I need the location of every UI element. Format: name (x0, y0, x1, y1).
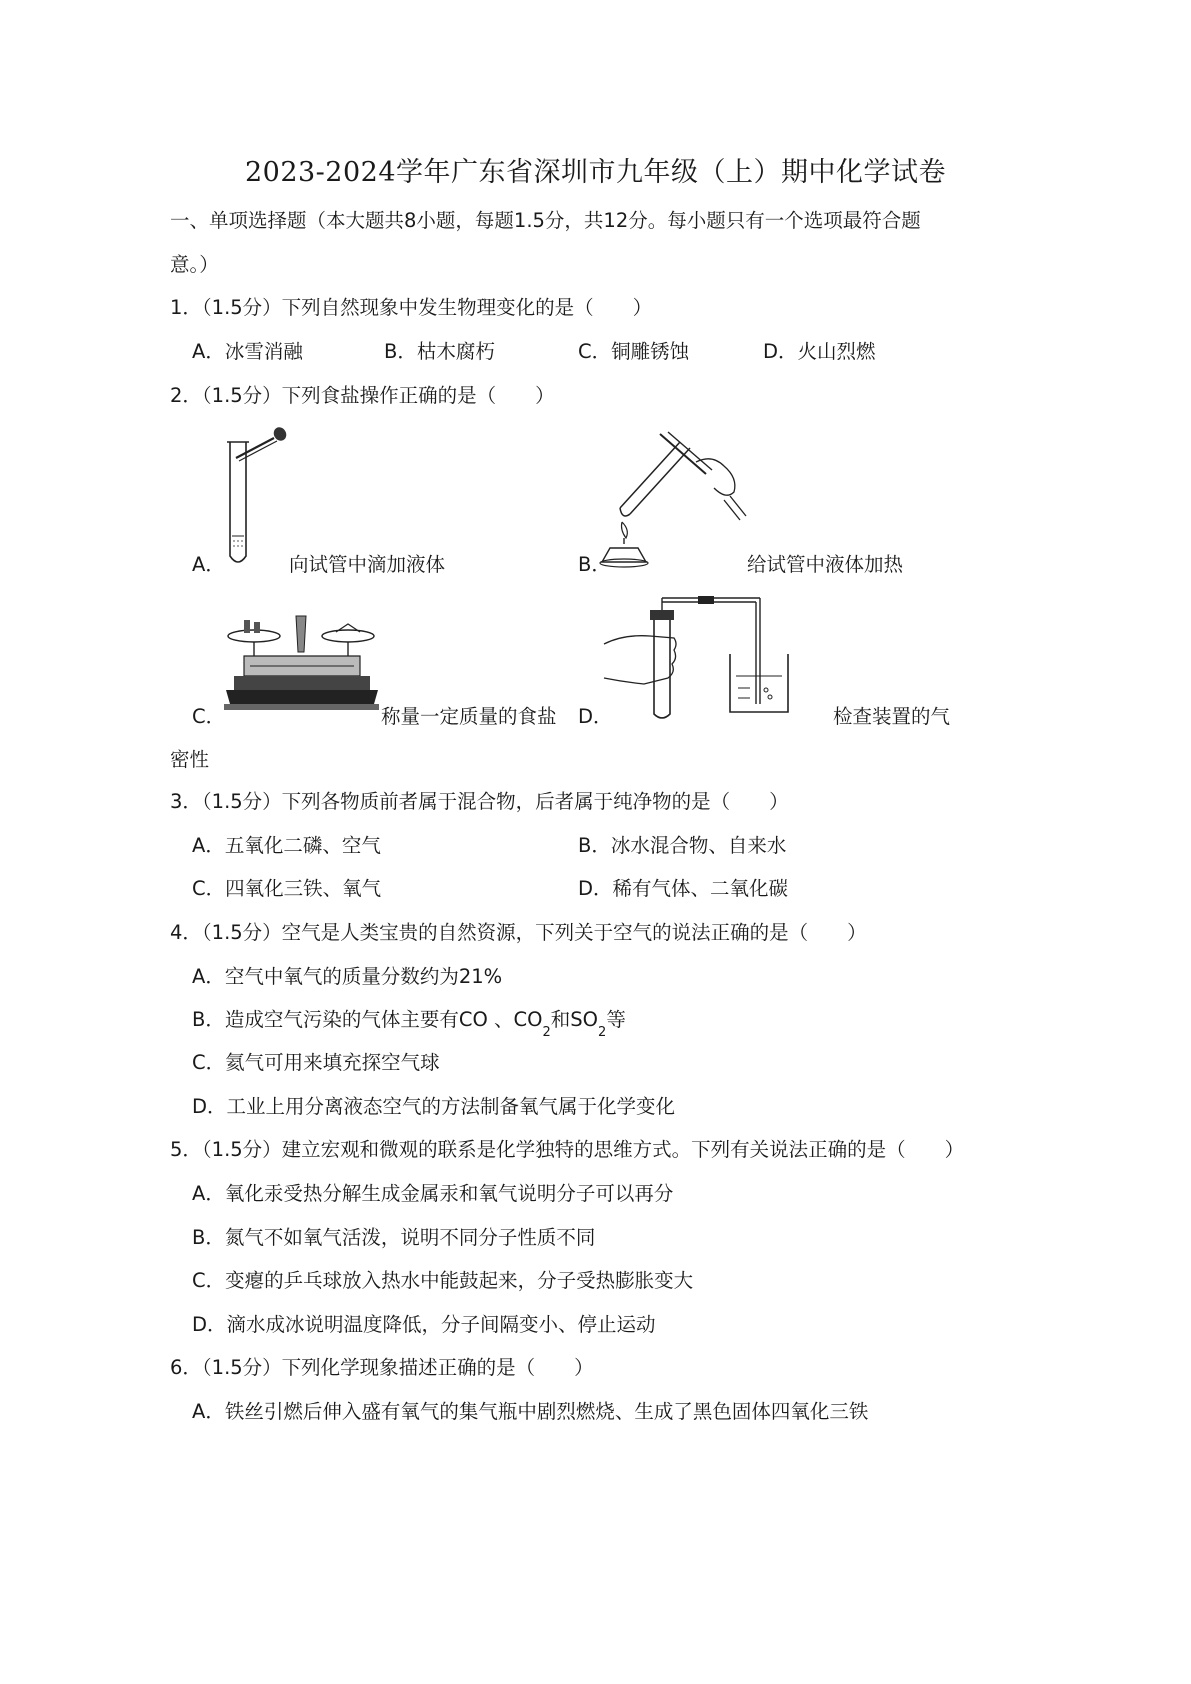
question-2-option-c-letter: C． (192, 705, 226, 728)
question-1-option-d: D．火山烈燃 (763, 340, 876, 363)
option-b-part1: B．造成空气污染的气体主要有CO 、CO (192, 1008, 543, 1031)
question-5-stem: 5．（1.5分）建立宏观和微观的联系是化学独特的思维方式。下列有关说法正确的是（ ） (170, 1138, 965, 1161)
exam-title: 2023-2024学年广东省深圳市九年级（上）期中化学试卷 (244, 157, 947, 188)
question-2-option-d-letter: D． (578, 705, 613, 728)
airtightness-check-figure (604, 594, 794, 720)
question-4-option-b (192, 1004, 626, 1040)
section-heading-line1: 一、单项选择题（本大题共8小题，每题1.5分，共12分。每小题只有一个选项最符合题 (170, 209, 921, 232)
question-1-option-b: B．枯木腐朽 (384, 340, 495, 363)
question-4-stem: 4．（1.5分）空气是人类宝贵的自然资源，下列关于空气的说法正确的是（ ） (170, 921, 867, 944)
subscript-2: 2 (542, 1025, 551, 1040)
section-heading-line2: 意。） (170, 253, 219, 276)
question-2-option-a-caption: 向试管中滴加液体 (289, 553, 446, 576)
question-3-option-d: D．稀有气体、二氧化碳 (578, 877, 789, 900)
heating-test-tube-figure (600, 430, 750, 570)
question-1-stem: 1．（1.5分）下列自然现象中发生物理变化的是（ ） (170, 296, 653, 319)
question-1-option-c: C．铜雕锈蚀 (578, 340, 690, 363)
question-2-option-a-letter: A． (192, 553, 225, 576)
question-1-option-a: A．冰雪消融 (192, 340, 303, 363)
question-3-option-a: A．五氧化二磷、空气 (192, 834, 381, 857)
question-3-option-c: C．四氧化三铁、氧气 (192, 877, 382, 900)
subscript-2: 2 (598, 1025, 607, 1040)
question-2-option-b-letter: B． (578, 553, 611, 576)
question-5-option-a: A．氧化汞受热分解生成金属汞和氧气说明分子可以再分 (192, 1182, 674, 1205)
question-2-stem: 2．（1.5分）下列食盐操作正确的是（ ） (170, 384, 555, 407)
question-3-option-b: B．冰水混合物、自来水 (578, 834, 787, 857)
question-2-option-d-caption: 检查装置的气 (833, 705, 951, 728)
question-5-option-b: B．氮气不如氧气活泼，说明不同分子性质不同 (192, 1226, 596, 1249)
question-6-option-a: A．铁丝引燃后伸入盛有氧气的集气瓶中剧烈燃烧、生成了黑色固体四氧化三铁 (192, 1400, 869, 1423)
question-4-option-d: D．工业上用分离液态空气的方法制备氧气属于化学变化 (192, 1095, 676, 1118)
dropper-test-tube-figure (222, 424, 292, 569)
question-4-option-c: C．氦气可用来填充探空气球 (192, 1051, 440, 1074)
question-6-stem: 6．（1.5分）下列化学现象描述正确的是（ ） (170, 1356, 594, 1379)
question-2-option-b-caption: 给试管中液体加热 (747, 553, 904, 576)
question-4-option-a: A．空气中氧气的质量分数约为21% (192, 965, 503, 988)
balance-scale-figure (224, 612, 379, 716)
question-5-option-c: C．变瘪的乒乓球放入热水中能鼓起来，分子受热膨胀变大 (192, 1269, 694, 1292)
option-b-part3: 等 (606, 1008, 626, 1031)
question-3-stem: 3．（1.5分）下列各物质前者属于混合物，后者属于纯净物的是（ ） (170, 790, 789, 813)
question-2-option-c-caption: 称量一定质量的食盐 (381, 705, 557, 728)
question-5-option-d: D．滴水成冰说明温度降低，分子间隔变小、停止运动 (192, 1313, 656, 1336)
question-2-option-d-caption-cont: 密性 (170, 748, 210, 771)
option-b-part2: 和SO (550, 1008, 599, 1031)
